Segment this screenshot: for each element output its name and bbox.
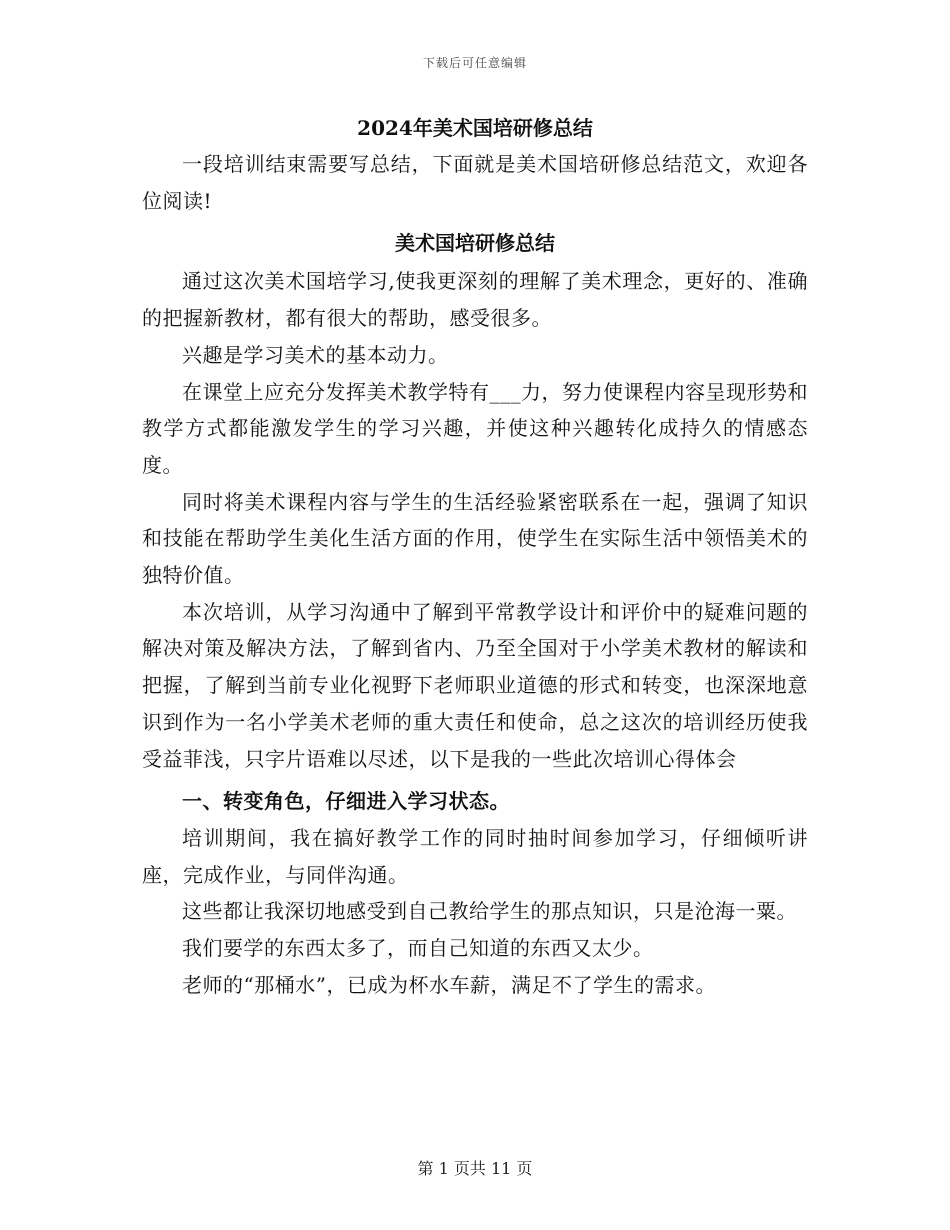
body-paragraph: 这些都让我深切地感受到自己教给学生的那点知识，只是沧海一粟。 [182,899,797,924]
section-heading: 一、转变角色，仔细进入学习状态。 [182,789,510,814]
body-paragraph: 兴趣是学习美术的基本动力。 [182,342,449,367]
page-number-footer: 第 1 页共 11 页 [417,1159,533,1178]
header-note: 下载后可任意编辑 [422,56,527,70]
document-body [142,110,808,1003]
body-paragraph: 同时将美术课程内容与学生的生活经验紧密联系在一起，强调了知识和技能在帮助学生美化生活方面的作用，使学生在实际生活中领悟美术的独特价值。 [142,489,808,588]
body-paragraph: 本次培训，从学习沟通中了解到平常教学设计和评价中的疑难问题的解决对策及解决方法，了解到省内、乃至全国对于小学美术教材的解读和把握，了解到当前专业化视野下老师职业道德的形式和转变，也深深地意识到作为一名小学美术老师的重大责任和使命，总之这次的培训经历使我受益菲浅，只字片语难以尽述，以下是我的一些此次培训心得体会 [142,599,808,771]
body-paragraph: 老师的“那桶水”，已成为杯水车薪，满足不了学生的需求。 [182,972,716,997]
body-paragraph: 在课堂上应充分发挥美术教学特有___力，努力使课程内容呈现形势和教学方式都能激发学生的学习兴趣，并使这种兴趣转化成持久的情感态度。 [142,379,808,477]
body-paragraph: 培训期间，我在搞好教学工作的同时抽时间参加学习，仔细倾听讲座，完成作业，与同伴沟通。 [142,825,808,887]
body-paragraph: 通过这次美术国培学习,使我更深刻的理解了美术理念，更好的、准确的把握新教材，都有很大的帮助，感受很多。 [142,269,808,331]
intro-paragraph: 一段培训结束需要写总结，下面就是美术国培研修总结范文，欢迎各位阅读! [142,152,808,213]
section-title: 美术国培研修总结 [395,231,555,256]
body-paragraph: 我们要学的东西太多了，而自己知道的东西又太少。 [182,936,654,961]
document-title: 2024年美术国培研修总结 [357,116,593,140]
